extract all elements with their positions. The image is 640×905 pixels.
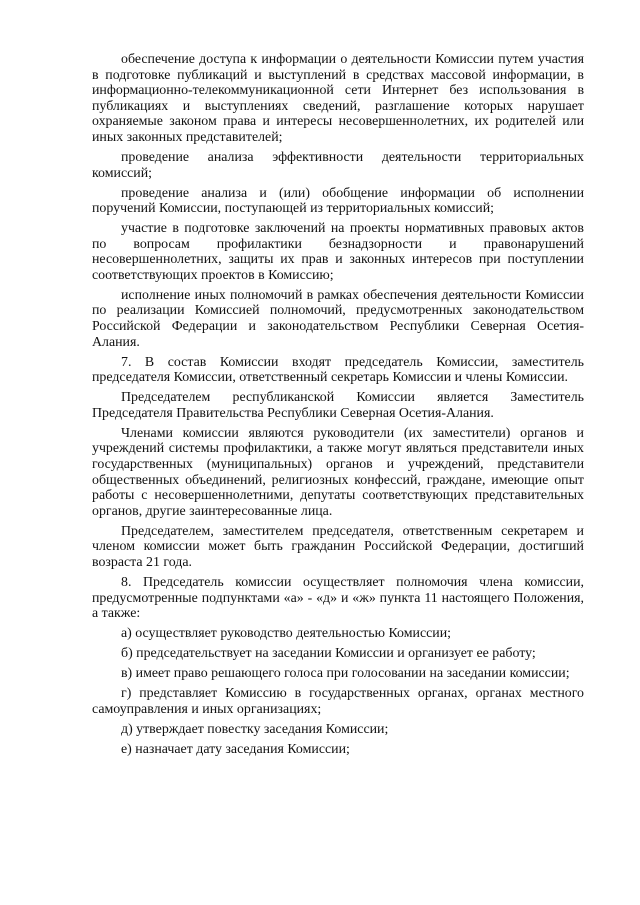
paragraph-item-7-composition: 7. В состав Комиссии входят председатель Комиссии, заместитель председателя Комиссии, ответственный секретарь Комиссии и члены Комиссии. <box>92 354 584 386</box>
list-item-g: г) представляет Комиссию в государственных органах, органах местного самоуправления и иных организациях; <box>92 686 584 717</box>
paragraph-analysis-instructions: проведение анализа и (или) обобщение информации об исполнении поручений Комиссии, поступающей из территориальных комиссий; <box>92 185 584 217</box>
list-item-v: в) имеет право решающего голоса при голосовании на заседании комиссии; <box>121 666 570 682</box>
document-page <box>92 52 584 762</box>
paragraph-analysis-efficiency: проведение анализа эффективности деятельности территориальных комиссий; <box>92 149 584 181</box>
paragraph-draft-conclusions: участие в подготовке заключений на проекты нормативных правовых актов по вопросам профилактики безнадзорности и правонарушений несовершеннолетних, защиты их прав и законных интересов при поступлении соответствующих проектов в Комиссию; <box>92 221 584 283</box>
list-item-d: д) утверждает повестку заседания Комиссии; <box>121 721 389 737</box>
paragraph-information-access: обеспечение доступа к информации о деятельности Комиссии путем участия в подготовке публикаций и выступлений в средствах массовой информации, в информационно-телекоммуникационной сети Интернет без использования в публикациях и выступлениях сведений, разглашение которых нарушает охраняемые законом права и интересы несовершеннолетних, их родителей или иных законных представителей; <box>92 52 584 145</box>
paragraph-other-powers: исполнение иных полномочий в рамках обеспечения деятельности Комиссии по реализации Комиссией полномочий, предусмотренных законодательством Российской Федерации и законодательством Республики Северная Осетия-Алания. <box>92 287 584 350</box>
paragraph-chairman: Председателем республиканской Комиссии является Заместитель Председателя Правительства Республики Северная Осетия-Алания. <box>92 390 584 421</box>
paragraph-item-8-chairman-powers: 8. Председатель комиссии осуществляет полномочия члена комиссии, предусмотренные подпунктами «а» - «д» и «ж» пункта 11 настоящего Положения, а также: <box>92 574 584 622</box>
paragraph-members: Членами комиссии являются руководители (их заместители) органов и учреждений системы профилактики, а также могут являться представители иных государственных (муниципальных) органов и учреждений, представители общественных объединений, религиозных конфессий, граждане, имеющие опыт работы с несовершеннолетними, депутаты соответствующих представительных органов, другие заинтересованные лица. <box>92 425 584 519</box>
list-item-a: а) осуществляет руководство деятельностью Комиссии; <box>121 626 452 642</box>
list-item-e: е) назначает дату заседания Комиссии; <box>121 741 350 757</box>
paragraph-eligibility: Председателем, заместителем председателя, ответственным секретарем и членом комиссии может быть гражданин Российской Федерации, достигший возраста 21 года. <box>92 523 584 570</box>
list-item-b: б) председательствует на заседании Комиссии и организует ее работу; <box>121 646 536 662</box>
